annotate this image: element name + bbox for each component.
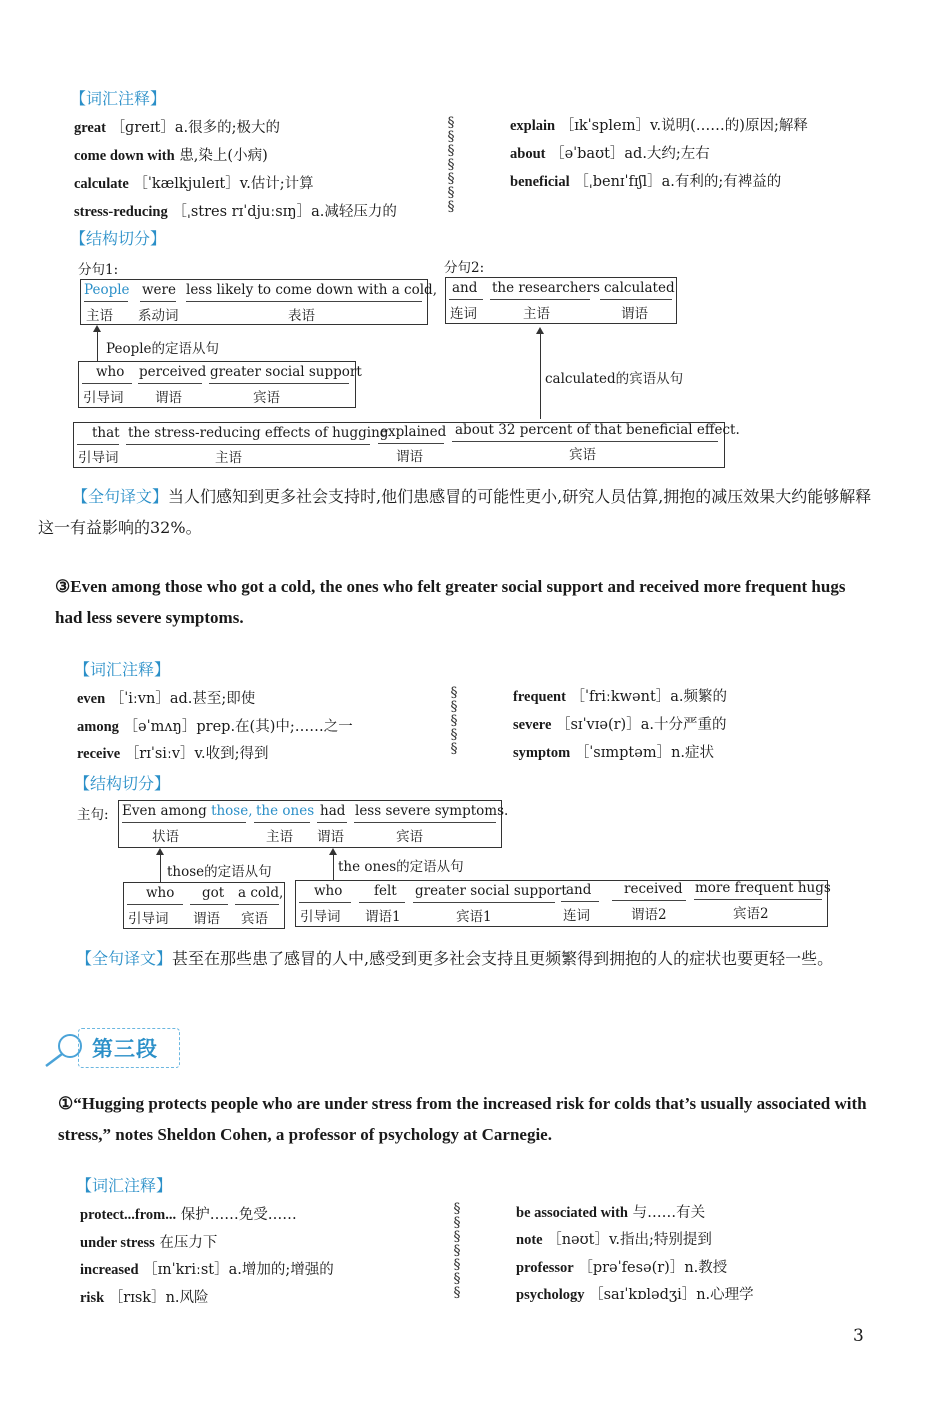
wavy-divider: § § § § §	[450, 685, 458, 757]
role: 主语	[266, 829, 293, 845]
vocab-item: risk ［rɪsk］n.风险	[80, 1290, 209, 1306]
vocab-item: beneficial ［ˌbenɪˈfɪʃl］a.有利的;有裨益的	[510, 174, 782, 190]
vocab-item: frequent ［ˈfriːkwənt］a.频繁的	[513, 689, 728, 705]
word: perceived	[139, 364, 207, 380]
word: who	[146, 885, 175, 901]
role: 引导词	[83, 390, 124, 406]
word: and	[452, 280, 478, 296]
wavy-divider: § § § § § § §	[447, 115, 455, 215]
word: less likely to come down with a cold,	[186, 282, 437, 298]
role: 谓语1	[365, 909, 401, 925]
vocab-item: note ［nəʊt］v.指出;特别提到	[516, 1232, 712, 1248]
page-number: 3	[853, 1326, 864, 1346]
word: who	[96, 364, 125, 380]
vocab-item: stress-reducing ［ˌstres rɪˈdjuːsɪŋ］a.减轻压力的	[74, 204, 397, 220]
struct-heading: 【结构切分】	[74, 774, 171, 793]
role: 连词	[450, 306, 477, 322]
role: 引导词	[78, 450, 119, 466]
vocab-item: increased ［ɪnˈkriːst］a.增加的;增强的	[80, 1262, 334, 1278]
vocab-item: psychology ［saɪˈkɒlədʒi］n.心理学	[516, 1287, 754, 1303]
word: had	[320, 803, 346, 819]
word: and	[566, 882, 592, 898]
word: People	[84, 282, 130, 298]
vocab-heading: 【词汇注释】	[70, 89, 167, 108]
translation: 【全句译文】当人们感知到更多社会支持时,他们患感冒的可能性更小,研究人员估算,拥抱的减压效果大约能够解释这一有益影响的32%。	[38, 487, 872, 537]
vocab-item: about ［əˈbaʊt］ad.大约;左右	[510, 146, 710, 162]
role: 谓语2	[631, 907, 667, 923]
vocab-heading: 【词汇注释】	[74, 660, 171, 679]
word: were	[142, 282, 176, 298]
wavy-divider: § § § § § § §	[453, 1201, 461, 1301]
role: 谓语	[317, 829, 344, 845]
word: received	[624, 881, 683, 897]
vocab-item: protect...from... 保护……免受……	[80, 1207, 297, 1223]
word: the ones	[256, 803, 315, 819]
connector-label: calculated的宾语从句	[545, 371, 684, 387]
vocab-item: under stress 在压力下	[80, 1235, 218, 1251]
struct-heading: 【结构切分】	[70, 229, 167, 248]
word: about 32 percent of that beneficial effect.	[455, 422, 740, 438]
vocab-item: severe ［sɪˈvɪə(r)］a.十分严重的	[513, 717, 727, 733]
clause-label: 分句1:	[78, 262, 119, 278]
role: 宾语2	[733, 906, 769, 922]
vocab-item: receive ［rɪˈsiːv］v.收到;得到	[77, 746, 269, 762]
word: the stress-reducing effects of hugging	[128, 425, 389, 441]
translation: 【全句译文】甚至在那些患了感冒的人中,感受到更多社会支持且更频繁得到拥抱的人的症状也要更轻一些。	[76, 949, 834, 968]
role: 引导词	[128, 911, 169, 927]
word: Even among those,	[122, 803, 253, 819]
word: explained	[380, 424, 447, 440]
word: calculated	[604, 280, 675, 296]
connector-label: People的定语从句	[106, 341, 220, 357]
word: less severe symptoms.	[355, 803, 509, 819]
vocab-item: explain ［ɪkˈspleɪn］v.说明(……的)原因;解释	[510, 118, 808, 134]
vocab-item: among ［əˈmʌŋ］prep.在(其)中;……之一	[77, 719, 353, 735]
word: that	[92, 425, 120, 441]
role: 谓语	[193, 911, 220, 927]
word: greater social support	[415, 883, 567, 899]
role: 主语	[523, 306, 550, 322]
vocab-heading: 【词汇注释】	[76, 1176, 173, 1195]
sentence: ③Even among those who got a cold, the ones who felt greater social support and received more frequent hugs had less severe symptoms.	[55, 577, 846, 627]
role: 引导词	[300, 909, 341, 925]
connector-label: those的定语从句	[167, 864, 272, 880]
role: 主语	[86, 308, 113, 324]
word: who	[314, 883, 343, 899]
role: 宾语	[396, 829, 423, 845]
vocab-item: calculate ［ˈkælkjuleɪt］v.估计;计算	[74, 176, 314, 192]
role: 宾语	[569, 447, 596, 463]
vocab-item: even ［ˈiːvn］ad.甚至;即使	[77, 691, 256, 707]
role: 表语	[288, 308, 315, 324]
vocab-item: be associated with 与……有关	[516, 1205, 706, 1221]
role: 谓语	[621, 306, 648, 322]
role: 系动词	[138, 308, 179, 324]
word: more frequent hugs	[695, 880, 831, 896]
role: 宾语	[253, 390, 280, 406]
vocab-item: great ［ɡreɪt］a.很多的;极大的	[74, 120, 280, 136]
role: 宾语1	[456, 909, 492, 925]
clause-label: 分句2:	[444, 260, 485, 276]
vocab-item: professor ［prəˈfesə(r)］n.教授	[516, 1260, 728, 1276]
role: 主语	[215, 450, 242, 466]
role: 状语	[152, 829, 179, 845]
connector-label: the ones的定语从句	[338, 859, 464, 875]
clause-label: 主句:	[77, 807, 109, 823]
role: 谓语	[155, 390, 182, 406]
word: the researchers	[492, 280, 600, 296]
vocab-item: symptom ［ˈsɪmptəm］n.症状	[513, 745, 715, 761]
word: got	[202, 885, 225, 901]
word: felt	[374, 883, 397, 899]
word: a cold,	[238, 885, 284, 901]
sentence: ①“Hugging protects people who are under stress from the increased risk for colds that’s usually associated with stress,” notes Sheldon Cohen, a professor of psychology at Carnegie.	[58, 1094, 867, 1144]
word: greater social support	[210, 364, 362, 380]
role: 连词	[563, 908, 590, 924]
role: 谓语	[396, 449, 423, 465]
vocab-item: come down with 患,染上(小病)	[74, 148, 268, 164]
paragraph-title: 第三段	[92, 1037, 158, 1061]
role: 宾语	[241, 911, 268, 927]
